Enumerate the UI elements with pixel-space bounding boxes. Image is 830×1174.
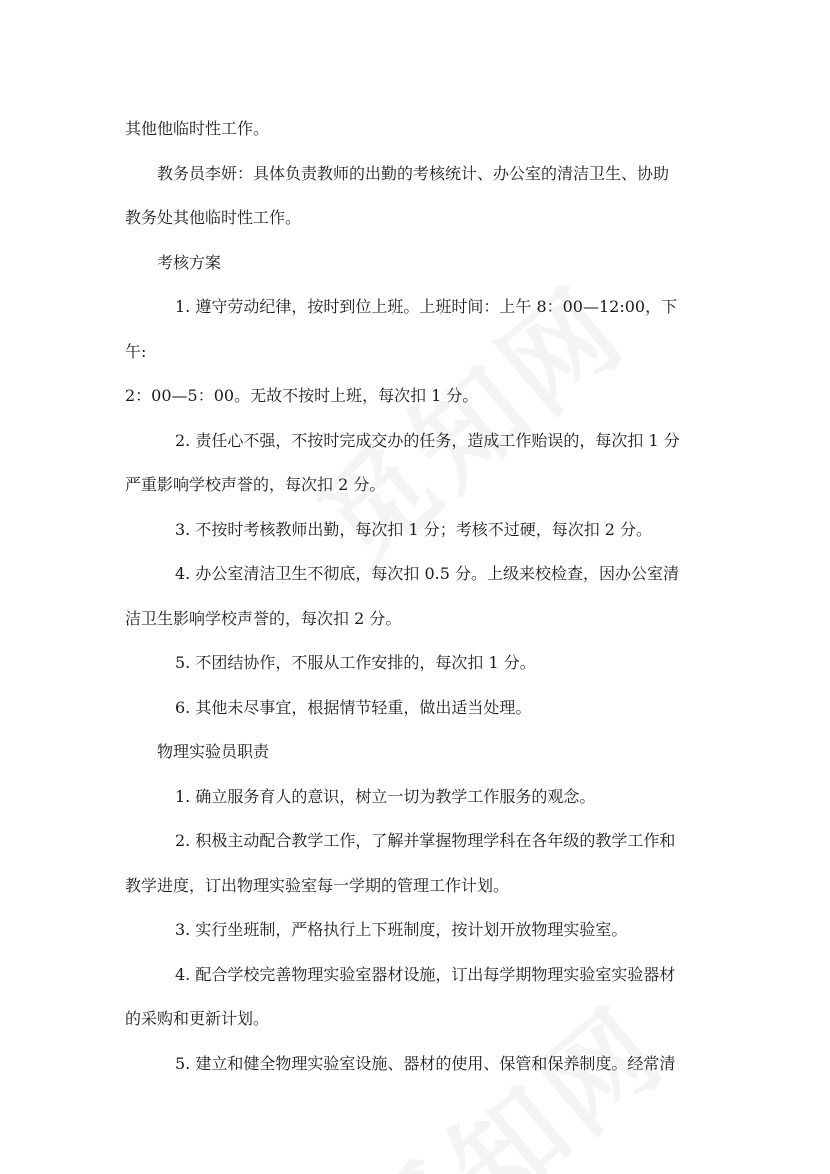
list-item: 4. 配合学校完善物理实验室器材设施，订出每学期物理实验室实验器材 bbox=[175, 964, 676, 984]
list-item: 4. 办公室清洁卫生不彻底，每次扣 0.5 分。上级来校检查，因办公室清 bbox=[175, 564, 679, 583]
document-body bbox=[125, 107, 710, 1086]
section-heading: 考核方案 bbox=[157, 252, 222, 272]
list-item: 3. 实行坐班制，严格执行上下班制度，按计划开放物理实验室。 bbox=[175, 920, 628, 939]
list-item: 5. 建立和健全物理实验室设施、器材的使用、保管和保养制度。经常清 bbox=[175, 1053, 676, 1073]
list-item: 6. 其他未尽事宜，根据情节轻重，做出适当处理。 bbox=[175, 697, 532, 717]
list-item: 1. 确立服务育人的意识，树立一切为教学工作服务的观念。 bbox=[175, 786, 596, 806]
paragraph-line: 洁卫生影响学校声誉的，每次扣 2 分。 bbox=[125, 608, 402, 628]
list-item: 5. 不团结协作，不服从工作安排的，每次扣 1 分。 bbox=[175, 653, 536, 672]
paragraph-line: 2：00—5：00。无故不按时上班，每次扣 1 分。 bbox=[125, 386, 479, 405]
list-item: 2. 积极主动配合教学工作，了解并掌握物理学科在各年级的教学工作和 bbox=[175, 831, 676, 850]
paragraph-line: 的采购和更新计划。 bbox=[125, 1009, 270, 1028]
paragraph-line: 严重影响学校声誉的，每次扣 2 分。 bbox=[125, 475, 386, 494]
paragraph-line: 教务处其他临时性工作。 bbox=[125, 208, 302, 227]
list-item: 2. 责任心不强，不按时完成交办的任务，造成工作贻误的，每次扣 1 分 bbox=[175, 430, 680, 450]
paragraph-line: 教务员李妍：具体负责教师的出勤的考核统计、办公室的清洁卫生、协助 bbox=[157, 163, 670, 183]
paragraph-line: 教学进度，订出物理实验室每一学期的管理工作计划。 bbox=[125, 875, 510, 895]
section-heading: 物理实验员职责 bbox=[157, 742, 270, 761]
paragraph-line: 其他他临时性工作。 bbox=[125, 119, 270, 138]
paragraph-line: 午: bbox=[125, 341, 147, 361]
list-item: 1. 遵守劳动纪律，按时到位上班。上班时间：上午 8：00—12:00，下 bbox=[175, 297, 678, 316]
list-item: 3. 不按时考核教师出勤，每次扣 1 分；考核不过硬，每次扣 2 分。 bbox=[175, 519, 653, 539]
